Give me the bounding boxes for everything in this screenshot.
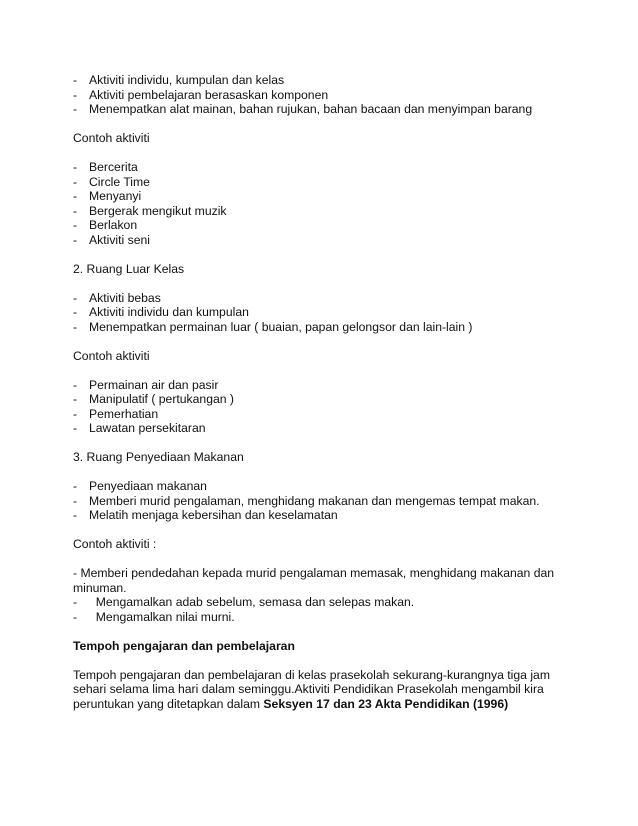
list-item: - Menempatkan alat mainan, bahan rujukan, bahan bacaan dan menyimpan barang — [73, 102, 533, 116]
list-item: - Aktiviti pembelajaran berasaskan komponen — [73, 87, 329, 102]
list-item: - Lawatan persekitaran — [73, 421, 206, 435]
list-item: - Manipulatif ( pertukangan ) — [73, 392, 234, 406]
body-paragraph — [73, 668, 563, 712]
list-item: - Memberi pendedahan kepada murid pengalaman memasak, menghidang makanan dan minuman. — [73, 566, 555, 595]
list-item: - Aktiviti seni — [73, 232, 150, 247]
list-item: - Memberi murid pengalaman, menghidang makanan dan mengemas tempat makan. — [73, 493, 540, 508]
paragraph-bold-reference: Seksyen 17 dan 23 Akta Pendidikan (1996) — [263, 696, 509, 711]
list-item: - Penyediaan makanan — [73, 479, 207, 493]
list-item: - Mengamalkan nilai murni. — [73, 609, 235, 624]
list-item: - Aktiviti individu, kumpulan dan kelas — [73, 73, 285, 87]
list-item: - Circle Time — [73, 174, 150, 189]
list-item: - Melatih menjaga kebersihan dan keselamatan — [73, 508, 338, 522]
paragraph-text: Tempoh pengajaran dan pembelajaran di kelas prasekolah sekurang-kurangnya tiga jam sehari selama lima hari dalam seminggu.Aktiviti Pendidikan Prasekolah mengambil kira peruntukan yang ditetapkan dalam — [73, 667, 550, 711]
section-title: Tempoh pengajaran dan pembelajaran — [73, 638, 295, 653]
list-item: - Bercerita — [73, 160, 138, 174]
list-item: - Berlakon — [73, 218, 138, 232]
list-item: - Aktiviti bebas — [73, 290, 161, 305]
list-item: - Pemerhatian — [73, 406, 159, 421]
contoh-heading: Contoh aktiviti — [73, 131, 150, 145]
list-item: - Mengamalkan adab sebelum, semasa dan selepas makan. — [73, 595, 415, 609]
list-item: - Bergerak mengikut muzik — [73, 203, 227, 218]
document-page — [73, 73, 563, 711]
contoh-heading: Contoh aktiviti : — [73, 537, 157, 551]
contoh-heading: Contoh aktiviti — [73, 348, 150, 363]
list-item: - Menempatkan permainan luar ( buaian, papan gelongsor dan lain-lain ) — [73, 319, 473, 334]
list-item: - Menyanyi — [73, 189, 142, 203]
list-item: - Aktiviti individu dan kumpulan — [73, 305, 249, 319]
section-heading: 3. Ruang Penyediaan Makanan — [73, 450, 244, 464]
section-heading: 2. Ruang Luar Kelas — [73, 261, 185, 276]
list-item: - Permainan air dan pasir — [73, 377, 219, 392]
